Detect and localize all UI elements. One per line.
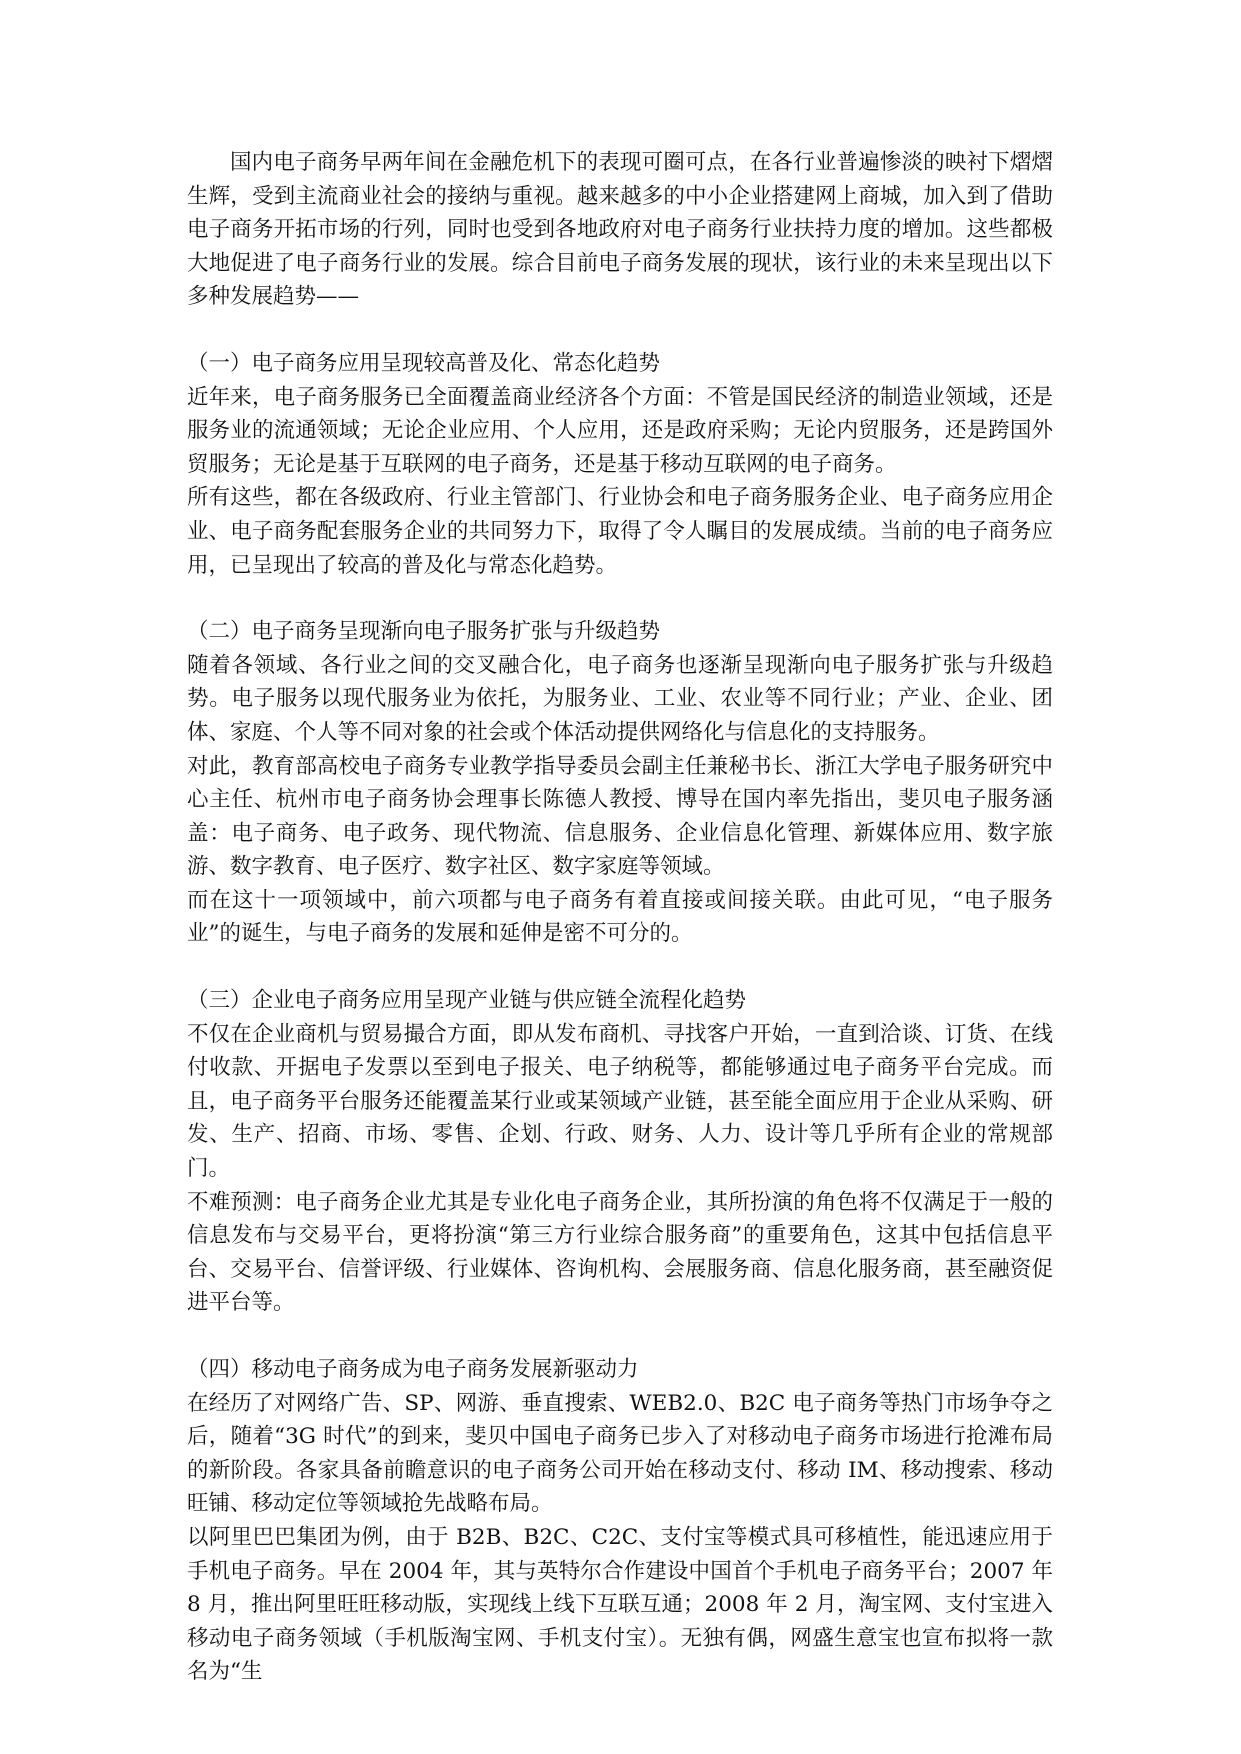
- section-3: [187, 984, 1053, 1320]
- section-heading: （三）企业电子商务应用呈现产业链与供应链全流程化趋势: [187, 988, 747, 1014]
- body-paragraph: 以阿里巴巴集团为例，由于 B2B、B2C、C2C、支付宝等模式具可移植性，能迅速应用于手机电子商务。早在 2004 年，其与英特尔合作建设中国首个手机电子商务平台；2007 年 8 月，推出阿里旺旺移动版，实现线上线下互联互通；2008 年 2 月，淘宝网、支付宝进入移动电子商务领域（手机版淘宝网、手机支付宝）。无独有偶，网盛生意宝也宣布拟将一款名为“生: [187, 1524, 1053, 1685]
- section-heading: （一）电子商务应用呈现较高普及化、常态化趋势: [187, 350, 661, 376]
- document-page: [187, 146, 1053, 1689]
- intro-paragraph: 国内电子商务早两年间在金融危机下的表现可圈可点，在各行业普遍惨淡的映衬下熠熠生辉，受到主流商业社会的接纳与重视。越来越多的中小企业搭建网上商城，加入到了借助电子商务开拓市场的行列，同时也受到各地政府对电子商务行业扶持力度的增加。这些都极大地促进了电子商务行业的发展。综合目前电子商务发展的现状，该行业的未来呈现出以下多种发展趋势——: [187, 150, 1053, 310]
- body-paragraph: 所有这些，都在各级政府、行业主管部门、行业协会和电子商务服务企业、电子商务应用企业、电子商务配套服务企业的共同努力下，取得了令人瞩目的发展成绩。当前的电子商务应用，已呈现出了较高的普及化与常态化趋势。: [187, 485, 1053, 578]
- body-paragraph: 近年来，电子商务服务已全面覆盖商业经济各个方面：不管是国民经济的制造业领域，还是服务业的流通领域；无论企业应用、个人应用，还是政府采购；无论内贸服务，还是跨国外贸服务；无论是基于互联网的电子商务，还是基于移动互联网的电子商务。: [187, 384, 1053, 477]
- body-paragraph: 对此，教育部高校电子商务专业教学指导委员会副主任兼秘书长、浙江大学电子服务研究中心主任、杭州市电子商务协会理事长陈德人教授、博导在国内率先指出，斐贝电子服务涵盖：电子商务、电子政务、现代物流、信息服务、企业信息化管理、新媒体应用、数字旅游、数字教育、电子医疗、数字社区、数字家庭等领域。: [187, 753, 1053, 880]
- body-paragraph: 不难预测：电子商务企业尤其是专业化电子商务企业，其所扮演的角色将不仅满足于一般的信息发布与交易平台，更将扮演“第三方行业综合服务商”的重要角色，这其中包括信息平台、交易平台、信誉评级、行业媒体、咨询机构、会展服务商、信息化服务商，甚至融资促进平台等。: [187, 1189, 1053, 1316]
- section-heading: （二）电子商务呈现渐向电子服务扩张与升级趋势: [187, 619, 661, 645]
- section-4: [187, 1353, 1053, 1689]
- section-heading: （四）移动电子商务成为电子商务发展新驱动力: [187, 1357, 639, 1382]
- section-1: [187, 347, 1053, 582]
- body-paragraph: 在经历了对网络广告、SP、网游、垂直搜索、WEB2.0、B2C 电子商务等热门市场争夺之后，随着“3G 时代”的到来，斐贝中国电子商务已步入了对移动电子商务市场进行抢滩布局的新阶段。各家具备前瞻意识的电子商务公司开始在移动支付、移动 IM、移动搜索、移动旺铺、移动定位等领域抢先战略布局。: [187, 1390, 1053, 1517]
- body-paragraph: 不仅在企业商机与贸易撮合方面，即从发布商机、寻找客户开始，一直到洽谈、订货、在线付收款、开据电子发票以至到电子报关、电子纳税等，都能够通过电子商务平台完成。而且，电子商务平台服务还能覆盖某行业或某领域产业链，甚至能全面应用于企业从采购、研发、生产、招商、市场、零售、企划、行政、财务、人力、设计等几乎所有企业的常规部门。: [187, 1021, 1053, 1182]
- body-paragraph: 而在这十一项领域中，前六项都与电子商务有着直接或间接关联。由此可见，“电子服务业”的诞生，与电子商务的发展和延伸是密不可分的。: [187, 887, 1053, 947]
- section-2: [187, 615, 1053, 951]
- body-paragraph: 随着各领域、各行业之间的交叉融合化，电子商务也逐渐呈现渐向电子服务扩张与升级趋势。电子服务以现代服务业为依托，为服务业、工业、农业等不同行业；产业、企业、团体、家庭、个人等不同对象的社会或个体活动提供网络化与信息化的支持服务。: [187, 652, 1053, 745]
